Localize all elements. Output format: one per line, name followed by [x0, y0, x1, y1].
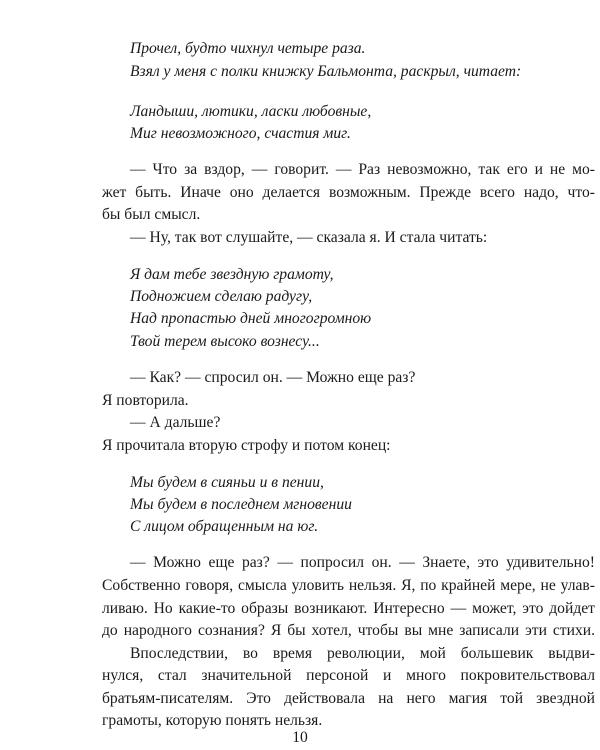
para-4-line-1: Впоследствии, во время революции, мой большевик выдви- [130, 645, 595, 662]
verse-3-line-3: С лицом обращенным на юг. [130, 518, 319, 535]
para-3-line-1: — Можно еще раз? — попросил он. — Знаете, это удивительно! [130, 554, 595, 571]
dialog-line-4: Я прочитала вторую строфу и потом конец: [102, 437, 391, 454]
verse-2-line-4: Твой терем высоко вознесу... [130, 333, 320, 350]
para-1-line-2: жет быть. Иначе оно делается возможным. Прежде всего надо, что- [102, 184, 595, 201]
para-1-line-1: — Что за вздор, — говорит. — Раз невозможно, так его и не мо- [130, 161, 595, 178]
verse-1-line-2: Миг невозможного, счастия миг. [130, 125, 351, 142]
verse-2-line-1: Я дам тебе звездную грамоту, [130, 266, 334, 283]
verse-3-line-2: Мы будем в последнем мгновении [130, 496, 352, 513]
verse-intro-line-2: Взял у меня с полки книжку Бальмонта, раскрыл, читает: [130, 63, 522, 80]
para-1-line-3: бы был смысл. [102, 206, 201, 223]
verse-2-line-3: Над пропастью дней многогромною [130, 310, 372, 327]
para-3-line-4: до народного сознания? Я бы хотел, чтобы вы мне записали эти стихи. [102, 622, 595, 639]
dialog-line-1: — Как? — спросил он. — Можно еще раз? [130, 369, 416, 386]
verse-3-line-1: Мы будем в сияньи и в пении, [130, 474, 324, 491]
para-2: — Ну, так вот слушайте, — сказала я. И стала читать: [130, 229, 488, 246]
para-4-line-3: братьям-писателям. Это действовала на него магия той звездной [102, 690, 595, 707]
para-4-line-4: грамоты, которую понять нельзя. [102, 712, 323, 729]
dialog-line-3: — А дальше? [130, 414, 221, 431]
para-3-line-3: ливаю. Но какие-то образы возникают. Интересно — может, это дойдет [102, 600, 595, 617]
para-4-line-2: нулся, стал значительной персоной и много покровительствовал [102, 667, 595, 684]
verse-1-line-1: Ландыши, лютики, ласки любовные, [130, 103, 372, 120]
page-number: 10 [292, 729, 308, 746]
dialog-line-2: Я повторила. [102, 392, 189, 409]
verse-2-line-2: Подножием сделаю радугу, [130, 288, 313, 305]
para-3-line-2: Собственно говоря, смысла уловить нельзя. Я, по крайней мере, не улав- [102, 577, 595, 594]
verse-intro-line-1: Прочел, будто чихнул четыре раза. [130, 40, 366, 57]
